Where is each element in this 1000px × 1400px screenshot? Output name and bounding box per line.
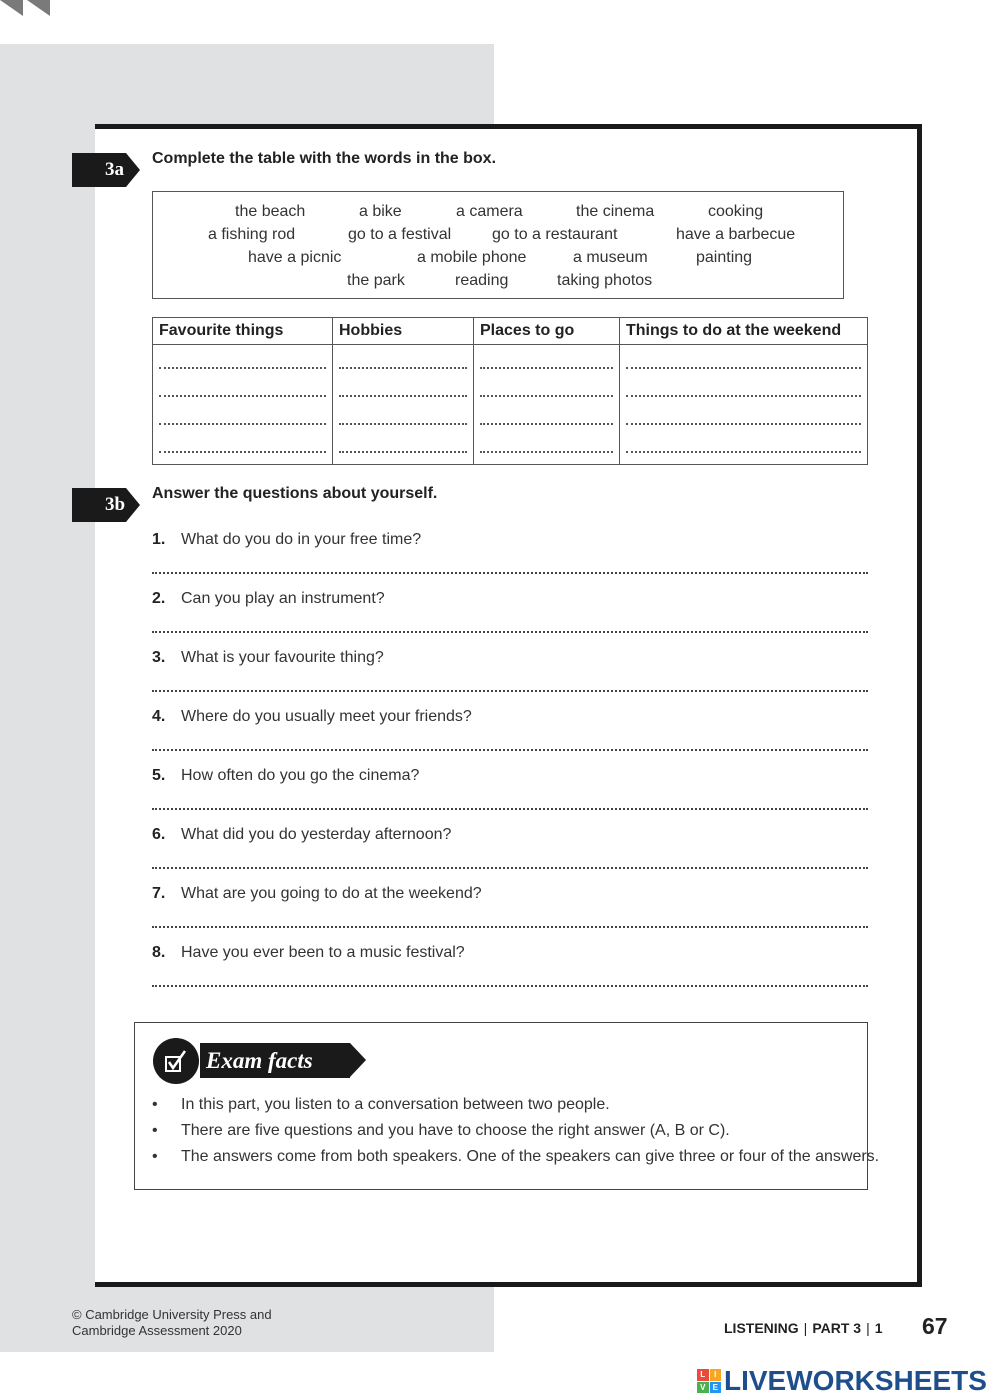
- answer-line[interactable]: [152, 985, 868, 987]
- fact-item: • The answers come from both speakers. One of the speakers can give three or four of the answers.: [152, 1148, 880, 1165]
- word-item: go to a restaurant: [492, 226, 618, 243]
- answer-line[interactable]: [152, 631, 868, 633]
- word-item: a fishing rod: [208, 226, 296, 243]
- word-item: the park: [347, 272, 405, 289]
- word-item: have a barbecue: [676, 226, 796, 243]
- table-header: Favourite things: [153, 318, 333, 345]
- answer-cell[interactable]: [333, 345, 474, 465]
- answer-line[interactable]: [152, 690, 868, 692]
- table-header: Things to do at the weekend: [620, 318, 868, 345]
- tag-fold-icon: [0, 0, 23, 16]
- exercise-3a-tag: [72, 153, 126, 187]
- answer-line[interactable]: [152, 808, 868, 810]
- fact-item: • There are five questions and you have to choose the right answer (A, B or C).: [152, 1122, 730, 1139]
- exercise-3b-tag-label: 3b: [105, 494, 126, 515]
- question-item: 7. What are you going to do at the weekend?: [152, 885, 482, 902]
- answer-line[interactable]: [152, 926, 868, 928]
- checkbox-tick-icon: [153, 1038, 199, 1084]
- word-item: a camera: [456, 203, 523, 220]
- tag-fold-icon: [27, 0, 50, 16]
- word-item: a museum: [573, 249, 648, 266]
- table-header: Hobbies: [333, 318, 474, 345]
- word-item: the beach: [235, 203, 306, 220]
- word-item: a bike: [359, 203, 402, 220]
- exercise-3b-instruction: Answer the questions about yourself.: [152, 485, 438, 502]
- exam-facts-banner: [200, 1043, 350, 1078]
- word-item: taking photos: [557, 272, 653, 289]
- question-item: 5. How often do you go the cinema?: [152, 767, 420, 784]
- fact-item: • In this part, you listen to a conversation between two people.: [152, 1096, 610, 1113]
- table-header: Places to go: [474, 318, 620, 345]
- question-item: 3. What is your favourite thing?: [152, 649, 384, 666]
- word-item: reading: [455, 272, 509, 289]
- word-item: cooking: [708, 203, 764, 220]
- word-box: [152, 191, 844, 299]
- section-label: LISTENING | PART 3 | 1: [724, 1320, 883, 1336]
- answer-line[interactable]: [152, 572, 868, 574]
- category-table: [152, 317, 868, 465]
- liveworksheets-wordmark: LIVEWORKSHEETS: [724, 1365, 987, 1396]
- exercise-3a-tag-label: 3a: [105, 159, 124, 180]
- liveworksheets-brand[interactable]: [697, 1365, 987, 1397]
- word-item: a mobile phone: [417, 249, 527, 266]
- question-item: 2. Can you play an instrument?: [152, 590, 385, 607]
- answer-line[interactable]: [152, 749, 868, 751]
- page-number: 67: [922, 1313, 948, 1339]
- answer-cell[interactable]: [153, 345, 333, 465]
- exam-facts-title: Exam facts: [206, 1047, 313, 1073]
- question-item: 1. What do you do in your free time?: [152, 531, 422, 548]
- answer-line[interactable]: [152, 867, 868, 869]
- question-item: 6. What did you do yesterday afternoon?: [152, 826, 452, 843]
- question-item: 4. Where do you usually meet your friends?: [152, 708, 472, 725]
- word-item: have a picnic: [248, 249, 342, 266]
- word-item: the cinema: [576, 203, 655, 220]
- answer-cell[interactable]: [620, 345, 868, 465]
- copyright: © Cambridge University Press and Cambridge Assessment 2020: [72, 1307, 272, 1338]
- answer-cell[interactable]: [474, 345, 620, 465]
- word-item: go to a festival: [348, 226, 452, 243]
- word-item: painting: [696, 249, 753, 266]
- exercise-3b-tag: [72, 488, 126, 522]
- liveworksheets-logo-icon: L I V E: [697, 1369, 721, 1393]
- question-item: 8. Have you ever been to a music festival?: [152, 944, 465, 961]
- exercise-3a-instruction: Complete the table with the words in the box.: [152, 150, 497, 167]
